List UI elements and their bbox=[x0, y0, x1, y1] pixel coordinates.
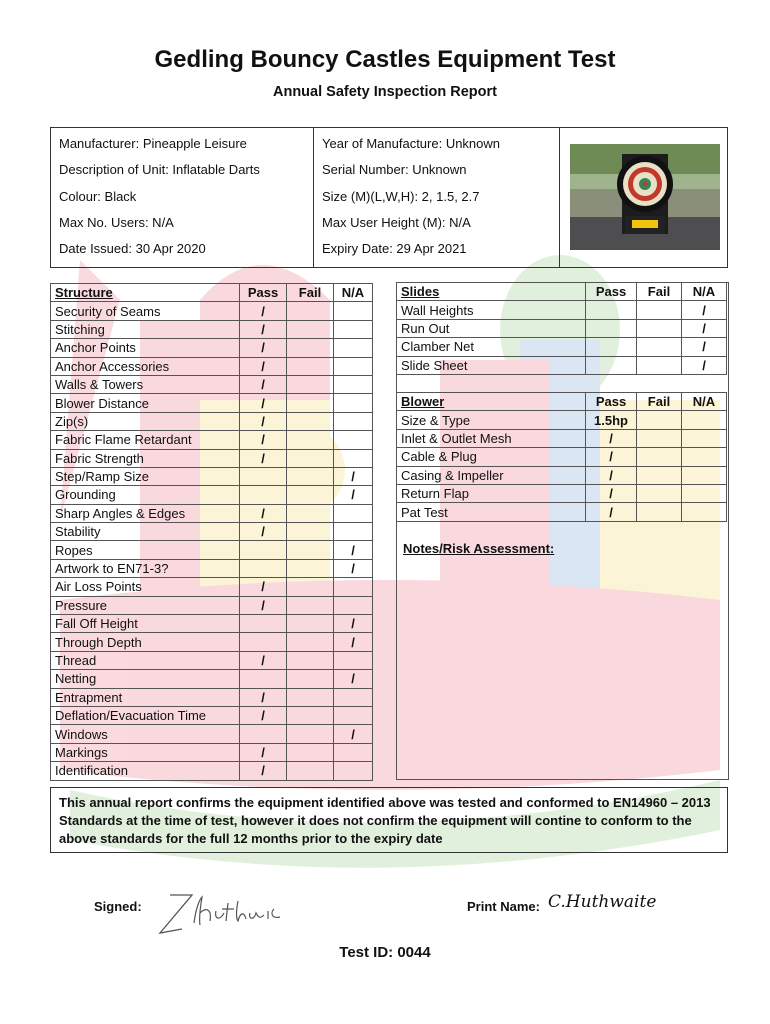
na-cell: / bbox=[334, 670, 373, 688]
fail-cell bbox=[287, 486, 334, 504]
pass-cell: / bbox=[240, 375, 287, 393]
fail-cell bbox=[637, 338, 682, 356]
pass-cell: / bbox=[240, 578, 287, 596]
structure-header-3: N/A bbox=[334, 284, 373, 302]
fail-cell bbox=[287, 412, 334, 430]
print-name-value: C.Huthwaite bbox=[548, 892, 657, 912]
table-row bbox=[51, 449, 373, 467]
na-cell bbox=[334, 394, 373, 412]
check-item-label: Fabric Flame Retardant bbox=[51, 431, 240, 449]
pass-cell: / bbox=[240, 431, 287, 449]
na-cell bbox=[334, 431, 373, 449]
table-row bbox=[397, 429, 727, 447]
fail-cell bbox=[287, 762, 334, 780]
check-item-label: Identification bbox=[51, 762, 240, 780]
na-cell: / bbox=[334, 725, 373, 743]
check-item-label: Zip(s) bbox=[51, 412, 240, 430]
na-cell bbox=[682, 466, 727, 484]
fail-cell bbox=[637, 503, 682, 521]
equipment-photo bbox=[570, 144, 720, 250]
table-row bbox=[397, 301, 727, 319]
blower-header-row bbox=[397, 393, 727, 411]
table-row bbox=[397, 466, 727, 484]
na-cell: / bbox=[334, 633, 373, 651]
pass-cell bbox=[586, 338, 637, 356]
pass-cell: / bbox=[586, 484, 637, 502]
na-cell bbox=[682, 484, 727, 502]
fail-cell bbox=[637, 356, 682, 374]
table-row bbox=[397, 338, 727, 356]
structure-checklist-table bbox=[50, 283, 373, 781]
check-item-label: Grounding bbox=[51, 486, 240, 504]
fail-cell bbox=[287, 394, 334, 412]
pass-cell: / bbox=[586, 503, 637, 521]
fail-cell bbox=[637, 429, 682, 447]
page-subtitle: Annual Safety Inspection Report bbox=[273, 84, 497, 100]
na-cell bbox=[334, 743, 373, 761]
na-cell bbox=[334, 688, 373, 706]
pass-cell: / bbox=[240, 596, 287, 614]
table-row bbox=[51, 651, 373, 669]
structure-header-0: Structure bbox=[51, 284, 240, 302]
pass-cell bbox=[586, 356, 637, 374]
pass-cell bbox=[240, 467, 287, 485]
signed-label: Signed: bbox=[94, 899, 142, 914]
pass-cell: 1.5hp bbox=[586, 411, 637, 429]
slides-header-1: Pass bbox=[586, 283, 637, 301]
fail-cell bbox=[287, 559, 334, 577]
na-cell: / bbox=[682, 301, 727, 319]
fail-cell bbox=[287, 725, 334, 743]
fail-cell bbox=[287, 375, 334, 393]
na-cell bbox=[334, 762, 373, 780]
fail-cell bbox=[637, 319, 682, 337]
check-item-label: Pressure bbox=[51, 596, 240, 614]
slides-checklist-table bbox=[396, 282, 727, 375]
check-item-label: Fabric Strength bbox=[51, 449, 240, 467]
check-item-label: Deflation/Evacuation Time bbox=[51, 706, 240, 724]
print-name-label: Print Name: bbox=[467, 899, 540, 914]
na-cell bbox=[334, 504, 373, 522]
check-item-label: Thread bbox=[51, 651, 240, 669]
description-field: Description of Unit: Inflatable Darts bbox=[59, 162, 260, 177]
na-cell bbox=[682, 448, 727, 466]
pass-cell: / bbox=[240, 394, 287, 412]
table-row bbox=[397, 319, 727, 337]
table-row bbox=[51, 394, 373, 412]
na-cell bbox=[682, 503, 727, 521]
check-item-label: Ropes bbox=[51, 541, 240, 559]
pass-cell: / bbox=[240, 412, 287, 430]
table-row bbox=[51, 467, 373, 485]
na-cell bbox=[682, 411, 727, 429]
blower-header-3: N/A bbox=[682, 393, 727, 411]
na-cell bbox=[334, 523, 373, 541]
blower-checklist-table bbox=[396, 392, 727, 522]
na-cell bbox=[334, 449, 373, 467]
check-item-label: Pat Test bbox=[397, 503, 586, 521]
test-id: Test ID: 0044 bbox=[339, 944, 431, 961]
na-cell bbox=[334, 596, 373, 614]
size-field: Size (M)(L,W,H): 2, 1.5, 2.7 bbox=[322, 189, 480, 204]
check-item-label: Step/Ramp Size bbox=[51, 467, 240, 485]
na-cell: / bbox=[334, 615, 373, 633]
check-item-label: Anchor Points bbox=[51, 339, 240, 357]
slides-header-0: Slides bbox=[397, 283, 586, 301]
na-cell: / bbox=[682, 319, 727, 337]
check-item-label: Artwork to EN71-3? bbox=[51, 559, 240, 577]
fail-cell bbox=[287, 743, 334, 761]
expiry-date-field: Expiry Date: 29 Apr 2021 bbox=[322, 241, 467, 256]
table-row bbox=[51, 688, 373, 706]
pass-cell: / bbox=[240, 504, 287, 522]
pass-cell bbox=[240, 541, 287, 559]
check-item-label: Stitching bbox=[51, 320, 240, 338]
pass-cell: / bbox=[240, 302, 287, 320]
pass-cell bbox=[240, 670, 287, 688]
manufacturer-field: Manufacturer: Pineapple Leisure bbox=[59, 136, 247, 151]
pass-cell: / bbox=[586, 448, 637, 466]
na-cell bbox=[334, 578, 373, 596]
check-item-label: Cable & Plug bbox=[397, 448, 586, 466]
fail-cell bbox=[287, 615, 334, 633]
fail-cell bbox=[287, 651, 334, 669]
structure-header-1: Pass bbox=[240, 284, 287, 302]
colour-field: Colour: Black bbox=[59, 189, 137, 204]
fail-cell bbox=[287, 596, 334, 614]
fail-cell bbox=[287, 339, 334, 357]
check-item-label: Run Out bbox=[397, 319, 586, 337]
pass-cell: / bbox=[240, 688, 287, 706]
check-item-label: Air Loss Points bbox=[51, 578, 240, 596]
na-cell: / bbox=[682, 338, 727, 356]
pass-cell: / bbox=[240, 706, 287, 724]
table-row bbox=[51, 302, 373, 320]
pass-cell: / bbox=[240, 339, 287, 357]
fail-cell bbox=[287, 320, 334, 338]
pass-cell: / bbox=[240, 320, 287, 338]
pass-cell bbox=[240, 725, 287, 743]
na-cell: / bbox=[334, 541, 373, 559]
fail-cell bbox=[287, 633, 334, 651]
table-row bbox=[51, 486, 373, 504]
fail-cell bbox=[637, 466, 682, 484]
fail-cell bbox=[637, 484, 682, 502]
table-row bbox=[51, 412, 373, 430]
table-row bbox=[51, 541, 373, 559]
max-height-field: Max User Height (M): N/A bbox=[322, 215, 471, 230]
na-cell bbox=[334, 339, 373, 357]
fail-cell bbox=[287, 467, 334, 485]
na-cell bbox=[334, 320, 373, 338]
check-item-label: Through Depth bbox=[51, 633, 240, 651]
notes-risk-assessment-heading: Notes/Risk Assessment: bbox=[403, 541, 555, 556]
check-item-label: Casing & Impeller bbox=[397, 466, 586, 484]
check-item-label: Entrapment bbox=[51, 688, 240, 706]
table-row bbox=[397, 411, 727, 429]
fail-cell bbox=[287, 504, 334, 522]
pass-cell: / bbox=[240, 523, 287, 541]
check-item-label: Inlet & Outlet Mesh bbox=[397, 429, 586, 447]
blower-header-2: Fail bbox=[637, 393, 682, 411]
table-row bbox=[51, 670, 373, 688]
na-cell bbox=[334, 357, 373, 375]
check-item-label: Windows bbox=[51, 725, 240, 743]
check-item-label: Netting bbox=[51, 670, 240, 688]
confirmation-statement: This annual report confirms the equipment identified above was tested and conformed to EN14960 – 2013 Standards at the time of test, however it does not confirm the equipment will contine to conform to the above standards for the full 12 months prior to the expiry date bbox=[50, 787, 728, 853]
check-item-label: Anchor Accessories bbox=[51, 357, 240, 375]
fail-cell bbox=[287, 302, 334, 320]
table-row bbox=[51, 762, 373, 780]
table-row bbox=[51, 339, 373, 357]
pass-cell: / bbox=[240, 762, 287, 780]
date-issued-field: Date Issued: 30 Apr 2020 bbox=[59, 241, 206, 256]
na-cell bbox=[334, 706, 373, 724]
na-cell bbox=[334, 412, 373, 430]
check-item-label: Clamber Net bbox=[397, 338, 586, 356]
table-row bbox=[51, 431, 373, 449]
year-field: Year of Manufacture: Unknown bbox=[322, 136, 501, 151]
page-title: Gedling Bouncy Castles Equipment Test bbox=[154, 46, 616, 73]
na-cell: / bbox=[682, 356, 727, 374]
slides-header-2: Fail bbox=[637, 283, 682, 301]
table-row bbox=[51, 504, 373, 522]
fail-cell bbox=[287, 541, 334, 559]
check-item-label: Markings bbox=[51, 743, 240, 761]
check-item-label: Size & Type bbox=[397, 411, 586, 429]
table-row bbox=[51, 706, 373, 724]
unit-info-right-column bbox=[314, 128, 560, 267]
serial-field: Serial Number: Unknown bbox=[322, 162, 467, 177]
blower-header-1: Pass bbox=[586, 393, 637, 411]
structure-header-row bbox=[51, 284, 373, 302]
pass-cell: / bbox=[240, 357, 287, 375]
check-item-label: Fall Off Height bbox=[51, 615, 240, 633]
fail-cell bbox=[287, 431, 334, 449]
unit-info-box bbox=[50, 127, 728, 268]
pass-cell bbox=[586, 301, 637, 319]
check-item-label: Slide Sheet bbox=[397, 356, 586, 374]
pass-cell: / bbox=[240, 651, 287, 669]
table-row bbox=[51, 578, 373, 596]
table-row bbox=[51, 743, 373, 761]
table-row bbox=[51, 357, 373, 375]
pass-cell bbox=[240, 559, 287, 577]
check-item-label: Walls & Towers bbox=[51, 375, 240, 393]
table-row bbox=[51, 725, 373, 743]
table-row bbox=[51, 523, 373, 541]
na-cell bbox=[334, 302, 373, 320]
blower-header-0: Blower bbox=[397, 393, 586, 411]
table-row bbox=[51, 320, 373, 338]
table-row bbox=[51, 615, 373, 633]
pass-cell: / bbox=[586, 466, 637, 484]
check-item-label: Return Flap bbox=[397, 484, 586, 502]
slides-header-3: N/A bbox=[682, 283, 727, 301]
check-item-label: Blower Distance bbox=[51, 394, 240, 412]
fail-cell bbox=[287, 523, 334, 541]
check-item-label: Wall Heights bbox=[397, 301, 586, 319]
na-cell: / bbox=[334, 486, 373, 504]
fail-cell bbox=[637, 448, 682, 466]
pass-cell: / bbox=[240, 743, 287, 761]
na-cell: / bbox=[334, 559, 373, 577]
pass-cell: / bbox=[586, 429, 637, 447]
table-row bbox=[397, 484, 727, 502]
fail-cell bbox=[287, 670, 334, 688]
table-row bbox=[51, 633, 373, 651]
pass-cell bbox=[240, 486, 287, 504]
fail-cell bbox=[637, 411, 682, 429]
pass-cell bbox=[240, 615, 287, 633]
table-row bbox=[397, 356, 727, 374]
unit-info-left-column bbox=[51, 128, 314, 267]
max-users-field: Max No. Users: N/A bbox=[59, 215, 174, 230]
handwritten-signature bbox=[150, 885, 290, 940]
fail-cell bbox=[287, 688, 334, 706]
slides-blower-panel bbox=[396, 282, 729, 780]
fail-cell bbox=[287, 357, 334, 375]
check-item-label: Stability bbox=[51, 523, 240, 541]
pass-cell bbox=[240, 633, 287, 651]
slides-header-row bbox=[397, 283, 727, 301]
table-row bbox=[51, 596, 373, 614]
na-cell: / bbox=[334, 467, 373, 485]
fail-cell bbox=[287, 578, 334, 596]
check-item-label: Security of Seams bbox=[51, 302, 240, 320]
table-row bbox=[397, 448, 727, 466]
na-cell bbox=[682, 429, 727, 447]
table-row bbox=[51, 559, 373, 577]
na-cell bbox=[334, 651, 373, 669]
check-item-label: Sharp Angles & Edges bbox=[51, 504, 240, 522]
structure-header-2: Fail bbox=[287, 284, 334, 302]
na-cell bbox=[334, 375, 373, 393]
fail-cell bbox=[637, 301, 682, 319]
pass-cell: / bbox=[240, 449, 287, 467]
fail-cell bbox=[287, 449, 334, 467]
fail-cell bbox=[287, 706, 334, 724]
table-row bbox=[51, 375, 373, 393]
table-row bbox=[397, 503, 727, 521]
pass-cell bbox=[586, 319, 637, 337]
